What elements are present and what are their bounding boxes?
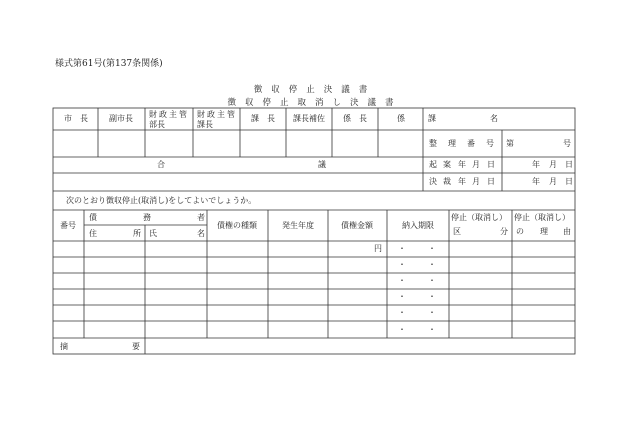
col-year-incurred: 発生年度 bbox=[282, 221, 314, 230]
ref-label-char-4: 号 bbox=[486, 139, 494, 148]
label-mayor: 市 長 bbox=[64, 114, 88, 123]
table-row-2-dot-b: ・ bbox=[428, 260, 436, 269]
form-number: 様式第61号(第137条関係) bbox=[55, 59, 163, 69]
draft-char-5: 日 bbox=[487, 160, 495, 169]
col-claim-type: 債権の種類 bbox=[217, 221, 257, 230]
col-number: 番号 bbox=[60, 221, 76, 230]
statement-text: 次のとおり徴収停止(取消し)をしてよいでしょうか。 bbox=[66, 196, 257, 205]
col-reason-2c: 由 bbox=[563, 227, 571, 236]
col-stop-class-1: 停止（取消し） bbox=[451, 213, 507, 222]
label-subsection-chief: 係 長 bbox=[343, 114, 367, 123]
label-section-chief: 課 長 bbox=[251, 114, 275, 123]
table-row-4-dot-a: ・ bbox=[398, 292, 406, 301]
col-stop-class-2b: 分 bbox=[500, 227, 508, 236]
title-stop-decision: 徴収停止決議書 bbox=[253, 85, 377, 95]
table-row-6-dot-a: ・ bbox=[398, 325, 406, 334]
col-due-date: 納入期限 bbox=[402, 221, 434, 230]
ref-suffix: 号 bbox=[563, 139, 571, 148]
title-cancel-decision: 徴収停止取消し決議書 bbox=[227, 98, 403, 108]
draft-char-2: 案 bbox=[443, 160, 451, 169]
table-row-1-dot-b: ・ bbox=[428, 244, 436, 253]
debtor-char-3: 者 bbox=[197, 213, 205, 222]
name-char-1: 氏 bbox=[149, 229, 157, 238]
consult-left: 合 bbox=[157, 160, 165, 169]
decision-char-1: 決 bbox=[429, 177, 437, 186]
decision-day: 日 bbox=[565, 177, 573, 186]
col-amount: 債権金額 bbox=[341, 221, 373, 230]
ref-label-char-3: 番 bbox=[467, 139, 475, 148]
decision-char-5: 日 bbox=[487, 177, 495, 186]
decision-char-3: 年 bbox=[458, 177, 466, 186]
address-char-1: 住 bbox=[89, 229, 97, 238]
table-row-4-dot-b: ・ bbox=[428, 292, 436, 301]
debtor-char-2: 務 bbox=[143, 213, 151, 222]
decision-month: 月 bbox=[549, 177, 557, 186]
col-stop-class-2a: 区 bbox=[453, 227, 461, 236]
table-row-5-dot-b: ・ bbox=[428, 308, 436, 317]
decision-char-4: 月 bbox=[472, 177, 480, 186]
table-row-1-dot-a: ・ bbox=[398, 244, 406, 253]
draft-char-1: 起 bbox=[429, 160, 437, 169]
label-deputy-mayor: 副市長 bbox=[109, 114, 133, 123]
name-char-2: 名 bbox=[197, 229, 205, 238]
table-row-5-dot-a: ・ bbox=[398, 308, 406, 317]
ref-label-char-1: 整 bbox=[429, 139, 437, 148]
ref-label-char-2: 理 bbox=[448, 139, 456, 148]
decision-year: 年 bbox=[532, 177, 540, 186]
draft-month: 月 bbox=[549, 160, 557, 169]
label-finance-section-1: 財政主管 bbox=[197, 110, 237, 119]
table-row-6-dot-b: ・ bbox=[428, 325, 436, 334]
decision-char-2: 裁 bbox=[443, 177, 451, 186]
table-row-2-dot-a: ・ bbox=[398, 260, 406, 269]
draft-char-4: 月 bbox=[472, 160, 480, 169]
table-row-3-dot-b: ・ bbox=[428, 276, 436, 285]
table-row-3-dot-a: ・ bbox=[398, 276, 406, 285]
summary-char-2: 要 bbox=[132, 342, 140, 351]
label-name: 名 bbox=[490, 114, 498, 123]
yen-mark: 円 bbox=[374, 244, 382, 253]
label-finance-director-2: 部長 bbox=[149, 120, 165, 129]
col-reason-2b: 理 bbox=[540, 227, 548, 236]
label-department: 課 bbox=[428, 114, 436, 123]
draft-year: 年 bbox=[532, 160, 540, 169]
label-assistant-chief: 課長補佐 bbox=[293, 114, 325, 123]
consult-right: 議 bbox=[318, 160, 326, 169]
draft-char-3: 年 bbox=[458, 160, 466, 169]
col-reason-1: 停止（取消し） bbox=[514, 213, 570, 222]
draft-day: 日 bbox=[565, 160, 573, 169]
address-char-2: 所 bbox=[133, 229, 141, 238]
label-finance-section-2: 課長 bbox=[197, 120, 213, 129]
summary-char-1: 摘 bbox=[60, 342, 68, 351]
ref-prefix: 第 bbox=[506, 139, 514, 148]
label-staff: 係 bbox=[397, 114, 405, 123]
label-finance-director-1: 財政主管 bbox=[149, 110, 189, 119]
debtor-char-1: 債 bbox=[89, 213, 97, 222]
col-reason-2a: の bbox=[516, 227, 524, 236]
